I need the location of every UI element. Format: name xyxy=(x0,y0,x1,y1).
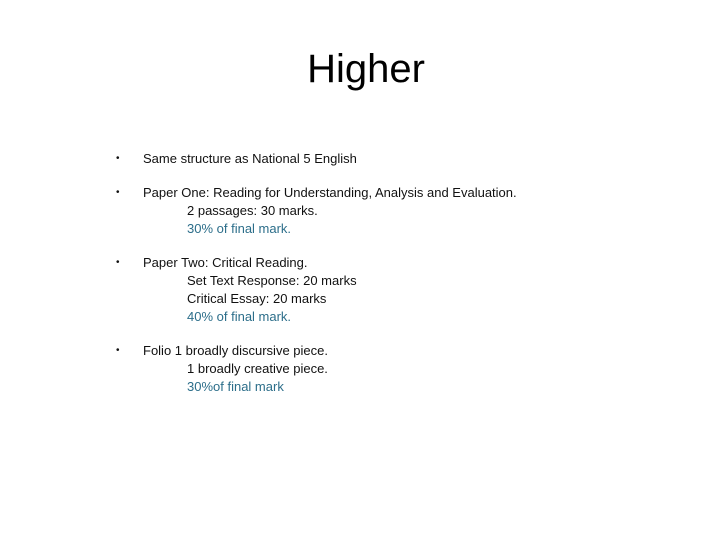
slide-title: Higher xyxy=(307,47,425,91)
bullet-text: Paper One: Reading for Understanding, Analysis and Evaluation. xyxy=(143,185,517,200)
bullet-text: Same structure as National 5 English xyxy=(143,151,357,166)
bullet-list xyxy=(116,150,676,396)
sub-line: 2 passages: 30 marks. xyxy=(187,203,318,218)
sub-line: Set Text Response: 20 marks xyxy=(187,273,357,288)
sub-line: 1 broadly creative piece. xyxy=(187,361,328,376)
bullet-item-folio xyxy=(116,342,676,396)
sub-line-percentage: 30% of final mark. xyxy=(187,221,292,236)
bullet-icon: • xyxy=(116,187,120,198)
bullet-text: Folio 1 broadly discursive piece. xyxy=(143,343,328,358)
bullet-icon: • xyxy=(116,345,120,356)
bullet-icon: • xyxy=(116,257,120,268)
bullet-icon: • xyxy=(116,153,120,164)
bullet-item-paper-two xyxy=(116,254,676,326)
bullet-text: Paper Two: Critical Reading. xyxy=(143,255,308,270)
sub-line: Critical Essay: 20 marks xyxy=(187,291,327,306)
bullet-item-structure xyxy=(116,150,676,168)
sub-line-percentage: 30%of final mark xyxy=(187,379,284,394)
sub-line-percentage: 40% of final mark. xyxy=(187,309,292,324)
bullet-item-paper-one xyxy=(116,184,676,238)
